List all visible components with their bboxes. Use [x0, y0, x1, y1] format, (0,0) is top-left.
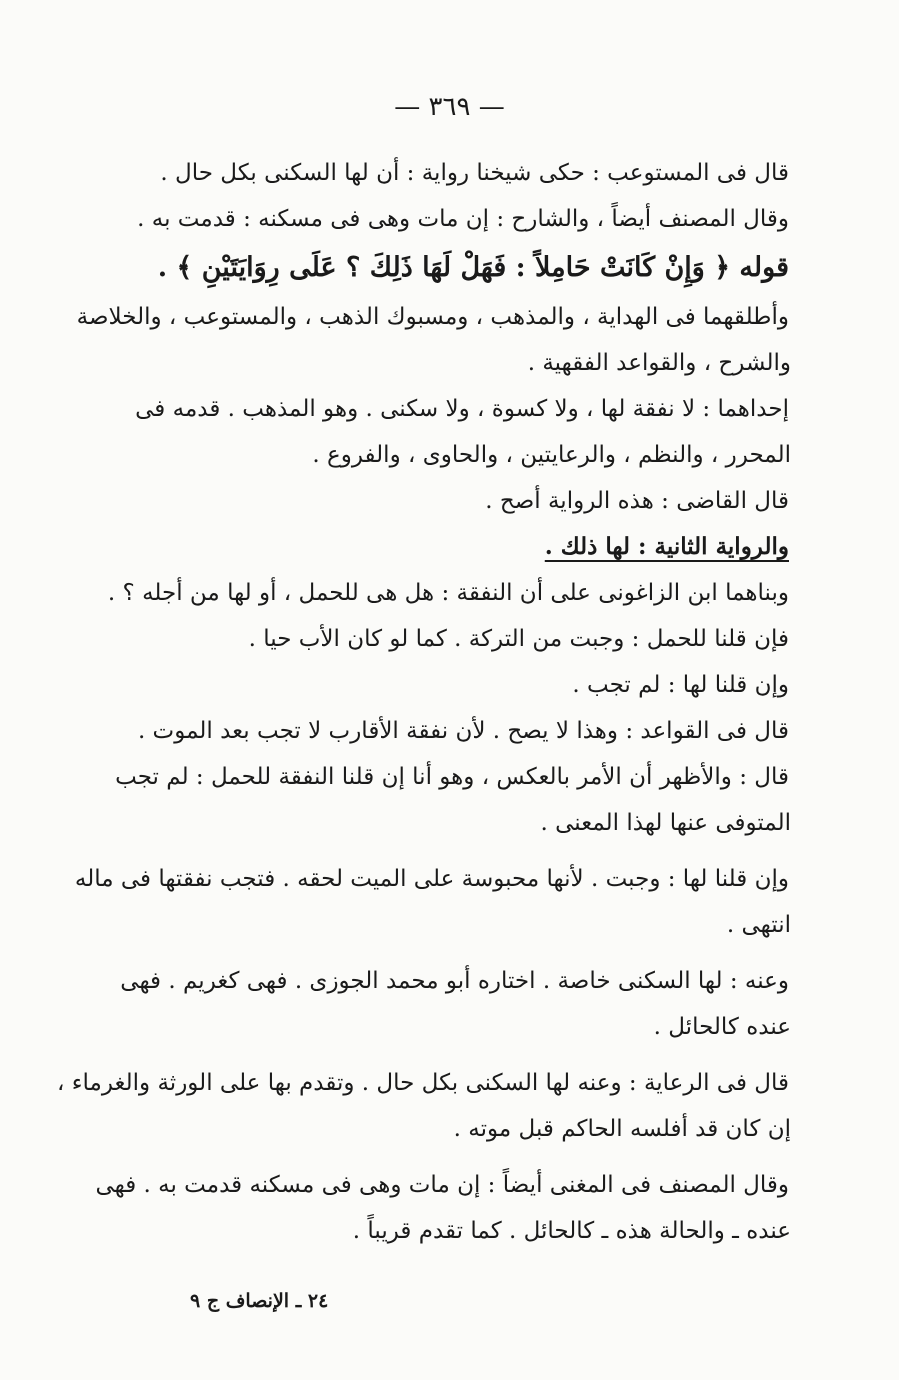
- body-text: [56, 150, 791, 1254]
- text-line: قال القاضى : هذه الرواية أصح .: [485, 488, 789, 514]
- quoted-verse-line: قوله ﴿ وَإِنْ كَانَتْ حَامِلاً : فَهَلْ لَهَا ذَلِكَ ؟ عَلَى رِوَايَتَيْنِ ﴾ .: [157, 252, 789, 283]
- page-number: — ٣٦٩ —: [394, 92, 505, 122]
- text-line: وأطلقهما فى الهداية ، والمذهب ، ومسبوك الذهب ، والمستوعب ، والخلاصة: [76, 304, 789, 330]
- text-line: قال فى الرعاية : وعنه لها السكنى بكل حال . وتقدم بها على الورثة والغرماء ،: [56, 1070, 789, 1096]
- text-line: إحداهما : لا نفقة لها ، ولا كسوة ، ولا سكنى . وهو المذهب . قدمه فى: [135, 396, 789, 422]
- text-line: وبناهما ابن الزاغونى على أن النفقة : هل هى للحمل ، أو لها من أجله ؟ .: [107, 580, 789, 606]
- signature-footer: ٢٤ ـ الإنصاف ج ٩: [190, 1290, 329, 1312]
- text-line: قال : والأظهر أن الأمر بالعكس ، وهو أنا إن قلنا النفقة للحمل : لم تجب: [115, 764, 789, 790]
- text-line: وإن قلنا لها : لم تجب .: [572, 672, 789, 698]
- text-line: عنده كالحائل .: [653, 1014, 791, 1040]
- text-line: المتوفى عنها لهذا المعنى .: [540, 810, 791, 836]
- text-line: قال فى المستوعب : حكى شيخنا رواية : أن لها السكنى بكل حال .: [160, 160, 789, 186]
- text-line: وعنه : لها السكنى خاصة . اختاره أبو محمد الجوزى . فهى كغريم . فهى: [120, 968, 789, 994]
- heading-line: والرواية الثانية : لها ذلك .: [544, 533, 789, 560]
- text-line: وإن قلنا لها : وجبت . لأنها محبوسة على الميت لحقه . فتجب نفقتها فى ماله: [74, 866, 789, 892]
- text-line: قال فى القواعد : وهذا لا يصح . لأن نفقة الأقارب لا تجب بعد الموت .: [137, 718, 789, 744]
- text-line: عنده ـ والحالة هذه ـ كالحائل . كما تقدم قريباً .: [352, 1218, 791, 1244]
- text-line: انتهى .: [726, 912, 791, 938]
- text-line: والشرح ، والقواعد الفقهية .: [527, 350, 791, 376]
- text-line: المحرر ، والنظم ، والرعايتين ، والحاوى ، والفروع .: [312, 442, 791, 468]
- text-line: فإن قلنا للحمل : وجبت من التركة . كما لو كان الأب حيا .: [248, 626, 789, 652]
- text-line: وقال المصنف أيضاً ، والشارح : إن مات وهى فى مسكنه : قدمت به .: [137, 206, 789, 232]
- text-line: وقال المصنف فى المغنى أيضاً : إن مات وهى فى مسكنه قدمت به . فهى: [95, 1172, 789, 1198]
- text-line: إن كان قد أفلسه الحاكم قبل موته .: [453, 1116, 791, 1142]
